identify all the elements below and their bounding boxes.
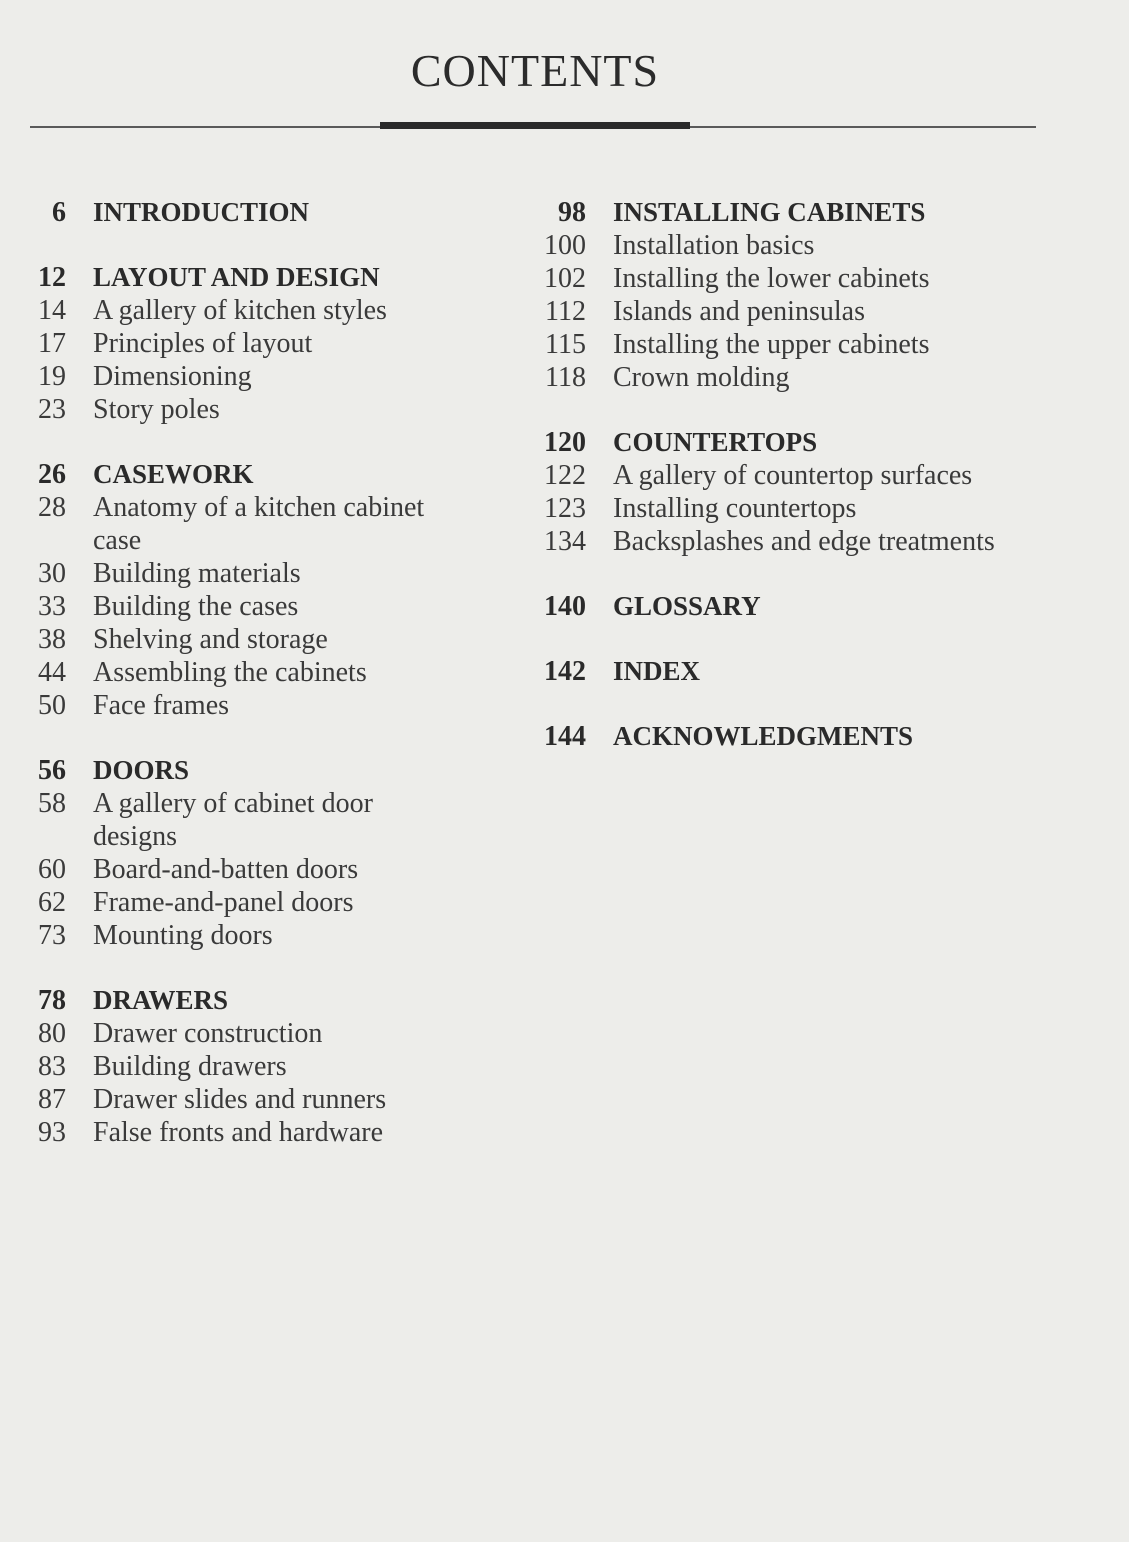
page-number: 33 — [38, 591, 66, 622]
toc-section — [520, 590, 1073, 623]
toc-entry — [0, 1017, 433, 1050]
entry-title: Assembling the cabinets — [93, 657, 367, 688]
toc-section — [520, 426, 1073, 558]
title-rule-accent — [380, 122, 690, 129]
section-title: DRAWERS — [93, 985, 229, 1015]
page-number: 28 — [38, 492, 66, 523]
section-title: LAYOUT AND DESIGN — [93, 262, 380, 292]
toc-entry — [0, 623, 433, 656]
page-number: 134 — [544, 526, 586, 557]
toc-section-heading — [520, 196, 1073, 229]
entry-title: Installing the upper cabinets — [613, 329, 930, 360]
entry-title: Board-and-batten doors — [93, 854, 359, 885]
toc-entry — [0, 853, 433, 886]
toc-entry — [0, 1116, 433, 1149]
page-number: 83 — [38, 1051, 66, 1082]
toc-section — [0, 754, 433, 952]
entry-title: Drawer slides and runners — [93, 1084, 387, 1115]
page-number: 80 — [38, 1018, 66, 1049]
entry-title: Installing countertops — [613, 493, 857, 524]
page-number: 112 — [545, 296, 586, 327]
toc-right-column — [520, 196, 1073, 785]
entry-title: A gallery of countertop surfaces — [613, 460, 973, 491]
toc-section-heading — [0, 984, 433, 1017]
page-number: 142 — [544, 656, 586, 687]
page-number: 14 — [38, 295, 66, 326]
toc-section — [0, 984, 433, 1149]
toc-entry — [520, 295, 1073, 328]
toc-entry — [0, 557, 433, 590]
page-number: 6 — [52, 197, 66, 228]
toc-section-heading — [0, 754, 433, 787]
toc-entry — [0, 294, 433, 327]
entry-title: Building the cases — [93, 591, 299, 622]
page-number: 73 — [38, 920, 66, 951]
toc-entry — [520, 229, 1073, 262]
entry-title: Islands and peninsulas — [613, 296, 865, 327]
page-number: 62 — [38, 887, 66, 918]
toc-entry — [520, 492, 1073, 525]
toc-entry — [520, 459, 1073, 492]
toc-entry — [0, 393, 433, 426]
page-number: 60 — [38, 854, 66, 885]
toc-section — [0, 458, 433, 722]
entry-title: Crown molding — [613, 362, 790, 393]
toc-entry — [520, 361, 1073, 394]
entry-title: Story poles — [93, 394, 220, 425]
toc-section-heading — [520, 655, 1073, 688]
toc-section — [0, 196, 433, 229]
page-number: 23 — [38, 394, 66, 425]
section-title: CASEWORK — [93, 459, 254, 489]
entry-title: Backsplashes and edge treatments — [613, 526, 995, 557]
entry-title: Installation basics — [613, 230, 815, 261]
entry-title: Shelving and storage — [93, 624, 328, 655]
page-number: 118 — [545, 362, 586, 393]
page-number: 144 — [544, 721, 586, 752]
section-title: INDEX — [613, 656, 701, 686]
page-number: 50 — [38, 690, 66, 721]
entry-title: Drawer construction — [93, 1018, 323, 1049]
toc-entry — [0, 886, 433, 919]
toc-left-column — [0, 196, 433, 1181]
entry-title: Dimensioning — [93, 361, 252, 392]
toc-entry — [520, 262, 1073, 295]
toc-entry — [0, 360, 433, 393]
toc-entry — [520, 328, 1073, 361]
page-number: 122 — [544, 460, 586, 491]
section-title: INTRODUCTION — [93, 197, 310, 227]
toc-entry — [520, 525, 1073, 558]
toc-entry — [0, 1050, 433, 1083]
entry-title: A gallery of kitchen styles — [93, 295, 387, 326]
toc-entry — [0, 327, 433, 360]
toc-section — [520, 720, 1073, 753]
entry-title: Mounting doors — [93, 920, 273, 951]
section-title: GLOSSARY — [613, 591, 761, 621]
toc-section-heading — [0, 196, 433, 229]
section-title: ACKNOWLEDGMENTS — [613, 721, 914, 751]
page-number: 102 — [544, 263, 586, 294]
page-number: 58 — [38, 788, 66, 819]
toc-entry — [0, 689, 433, 722]
toc-entry — [0, 787, 433, 853]
page-number: 38 — [38, 624, 66, 655]
toc-entry — [0, 1083, 433, 1116]
page-number: 120 — [544, 427, 586, 458]
toc-section-heading — [520, 426, 1073, 459]
section-title: COUNTERTOPS — [613, 427, 818, 457]
page-number: 93 — [38, 1117, 66, 1148]
toc-section-heading — [520, 720, 1073, 753]
toc-section-heading — [0, 261, 433, 294]
page-number: 17 — [38, 328, 66, 359]
entry-title: Installing the lower cabinets — [613, 263, 930, 294]
entry-title: Frame-and-panel doors — [93, 887, 354, 918]
toc-entry — [0, 590, 433, 623]
entry-title: Anatomy of a kitchen cabinet case — [93, 492, 425, 556]
entry-title: Building drawers — [93, 1051, 287, 1082]
toc-section — [0, 261, 433, 426]
page-number: 19 — [38, 361, 66, 392]
page-number: 12 — [38, 262, 66, 293]
page-number: 140 — [544, 591, 586, 622]
toc-entry — [0, 656, 433, 689]
page-number: 123 — [544, 493, 586, 524]
toc-section-heading — [0, 458, 433, 491]
page-number: 44 — [38, 657, 66, 688]
entry-title: Principles of layout — [93, 328, 313, 359]
entry-title: Face frames — [93, 690, 230, 721]
entry-title: Building materials — [93, 558, 301, 589]
toc-section — [520, 196, 1073, 394]
toc-entry — [0, 491, 433, 557]
page-number: 98 — [558, 197, 586, 228]
section-title: DOORS — [93, 755, 190, 785]
toc-section — [520, 655, 1073, 688]
entry-title: A gallery of cabinet door designs — [93, 788, 373, 852]
page-number: 115 — [545, 329, 586, 360]
toc-entry — [0, 919, 433, 952]
page-number: 56 — [38, 755, 66, 786]
page-number: 30 — [38, 558, 66, 589]
page-number: 26 — [38, 459, 66, 490]
page-number: 78 — [38, 985, 66, 1016]
page-title: CONTENTS — [410, 45, 660, 96]
page-number: 100 — [544, 230, 586, 261]
toc-section-heading — [520, 590, 1073, 623]
entry-title: False fronts and hardware — [93, 1117, 384, 1148]
page-number: 87 — [38, 1084, 66, 1115]
section-title: INSTALLING CABINETS — [613, 197, 926, 227]
